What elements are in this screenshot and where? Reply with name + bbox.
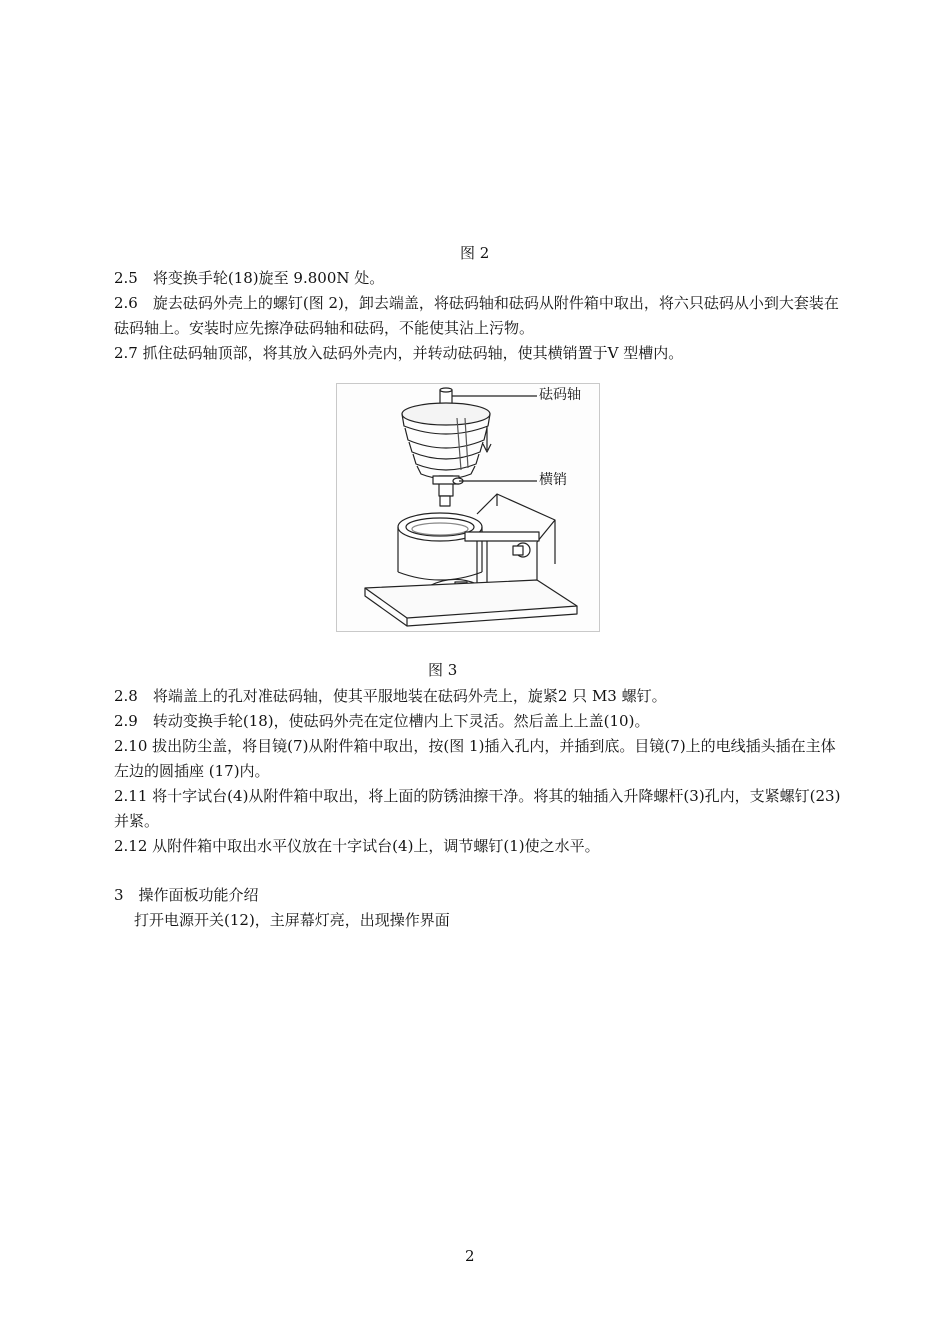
paragraph-2-9: 2.9 转动变换手轮(18)，使砝码外壳在定位槽内上下灵活。然后盖上上盖(10)。 bbox=[114, 712, 650, 730]
label-weight-axis: 砝码轴 bbox=[539, 387, 581, 403]
figure-3-illustration bbox=[336, 383, 600, 632]
paragraph-2-5: 2.5 将变换手轮(18)旋至 9.800N 处。 bbox=[114, 269, 385, 287]
label-cross-pin: 横销 bbox=[539, 472, 567, 488]
section-3-heading: 3 操作面板功能介绍 bbox=[114, 886, 259, 904]
paragraph-2-8: 2.8 将端盖上的孔对准砝码轴，使其平服地装在砝码外壳上，旋紧2 只 M3 螺钉。 bbox=[114, 687, 667, 705]
section-3-text: 打开电源开关(12)，主屏幕灯亮，出现操作界面 bbox=[134, 911, 450, 929]
paragraph-2-6: 2.6 旋去砝码外壳上的螺钉(图 2)，卸去端盖，将砝码轴和砝码从附件箱中取出，将六只砝码从小到大套装在砝码轴上。安装时应先擦净砝码轴和砝码，不能使其沾上污物。 bbox=[114, 294, 839, 337]
page-number: 2 bbox=[465, 1247, 475, 1265]
figure-2-caption: 图 2 bbox=[460, 244, 490, 262]
figure-3-caption: 图 3 bbox=[428, 661, 458, 679]
paragraph-2-12: 2.12 从附件箱中取出水平仪放在十字试台(4)上，调节螺钉(1)使之水平。 bbox=[114, 837, 600, 855]
paragraph-2-10: 2.10 拔出防尘盖，将目镜(7)从附件箱中取出，按(图 1)插入孔内，并插到底。目镜(7)上的电线插头插在主体左边的圆插座 (17)内。 bbox=[114, 737, 836, 780]
weight-assembly-drawing bbox=[337, 384, 601, 633]
paragraph-2-7: 2.7 抓住砝码轴顶部，将其放入砝码外壳内，并转动砝码轴，使其横销置于V 型槽内。 bbox=[114, 344, 684, 362]
paragraph-2-11: 2.11 将十字试台(4)从附件箱中取出，将上面的防锈油擦干净。将其的轴插入升降螺杆(3)孔内，支紧螺钉(23)并紧。 bbox=[114, 787, 841, 830]
